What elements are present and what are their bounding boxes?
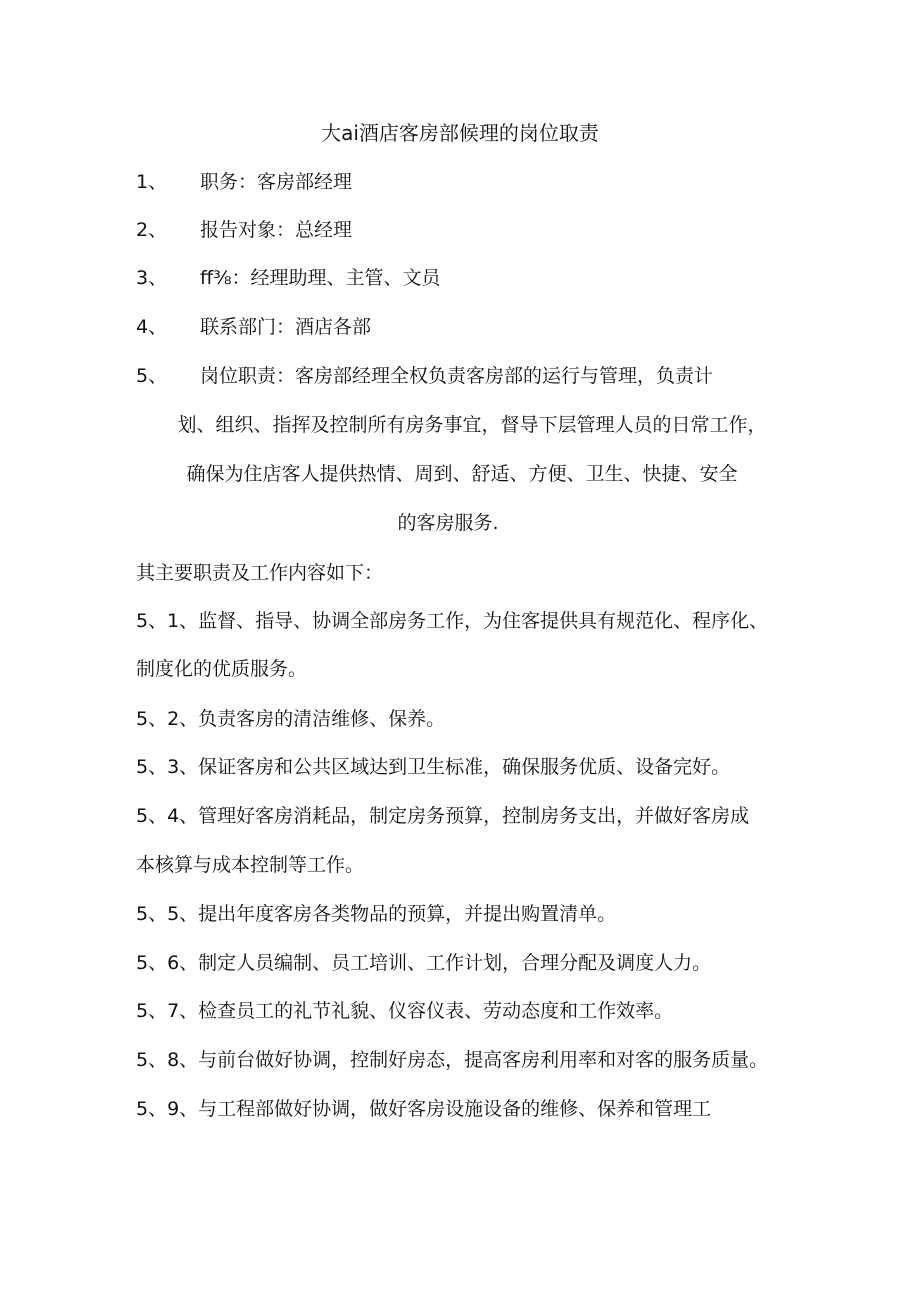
- duties-intro: 其主要职责及工作内容如下：: [136, 562, 384, 584]
- duty-line: 5、9、与工程部做好协调，做好客房设施设备的维修、保养和管理工: [136, 1098, 712, 1120]
- duty-line: 5、6、制定人员编制、员工培训、工作计划，合理分配及调度人力。: [136, 952, 712, 974]
- duty-line: 制度化的优质服务。: [136, 658, 308, 680]
- duty-line: 5、8、与前台做好协调，控制好房态，提高客房利用率和对客的服务质量。: [136, 1049, 769, 1071]
- item-text-3: ff⅜：经理助理、主管、文员: [200, 267, 441, 289]
- duty-line: 5、5、提出年度客房各类物品的预算，并提出购置清单。: [136, 903, 617, 925]
- item-number-5: 5、: [136, 365, 168, 387]
- item-text-2: 报告对象：总经理: [200, 219, 353, 241]
- item-number-1: 1、: [136, 171, 168, 193]
- document-title: 大ai酒店客房部候理的岗位取责: [321, 121, 599, 145]
- duty-line: 5、7、检查员工的礼节礼貌、仪容仪表、劳动态度和工作效率。: [136, 1000, 674, 1022]
- item-number-2: 2、: [136, 219, 168, 241]
- item-text-5: 岗位职责：客房部经理全权负责客房部的运行与管理，负责计: [200, 365, 714, 387]
- duty-line: 5、4、管理好客房消耗品，制定房务预算，控制房务支出，并做好客房成: [136, 805, 750, 827]
- item5-continuation-1: 划、组织、指挥及控制所有房务事宜，督导下层管理人员的日常工作，: [177, 414, 767, 436]
- duty-line: 5、3、保证客房和公共区域达到卫生标准，确保服务优质、设备完好。: [136, 756, 731, 778]
- duty-line: 本核算与成本控制等工作。: [136, 854, 365, 876]
- item-number-4: 4、: [136, 316, 168, 338]
- item-text-1: 职务：客房部经理: [200, 171, 353, 193]
- duty-line: 5、2、负责客房的清洁维修、保养。: [136, 708, 446, 730]
- item5-continuation-3: 的客房服务.: [397, 512, 499, 534]
- duty-line: 5、1、监督、指导、协调全部房务工作，为住客提供具有规范化、程序化、: [136, 610, 769, 632]
- item-text-4: 联系部门：酒店各部: [200, 316, 372, 338]
- item5-continuation-2: 确保为住店客人提供热情、周到、舒适、方便、卫生、快捷、安全: [186, 463, 738, 485]
- item-number-3: 3、: [136, 267, 168, 289]
